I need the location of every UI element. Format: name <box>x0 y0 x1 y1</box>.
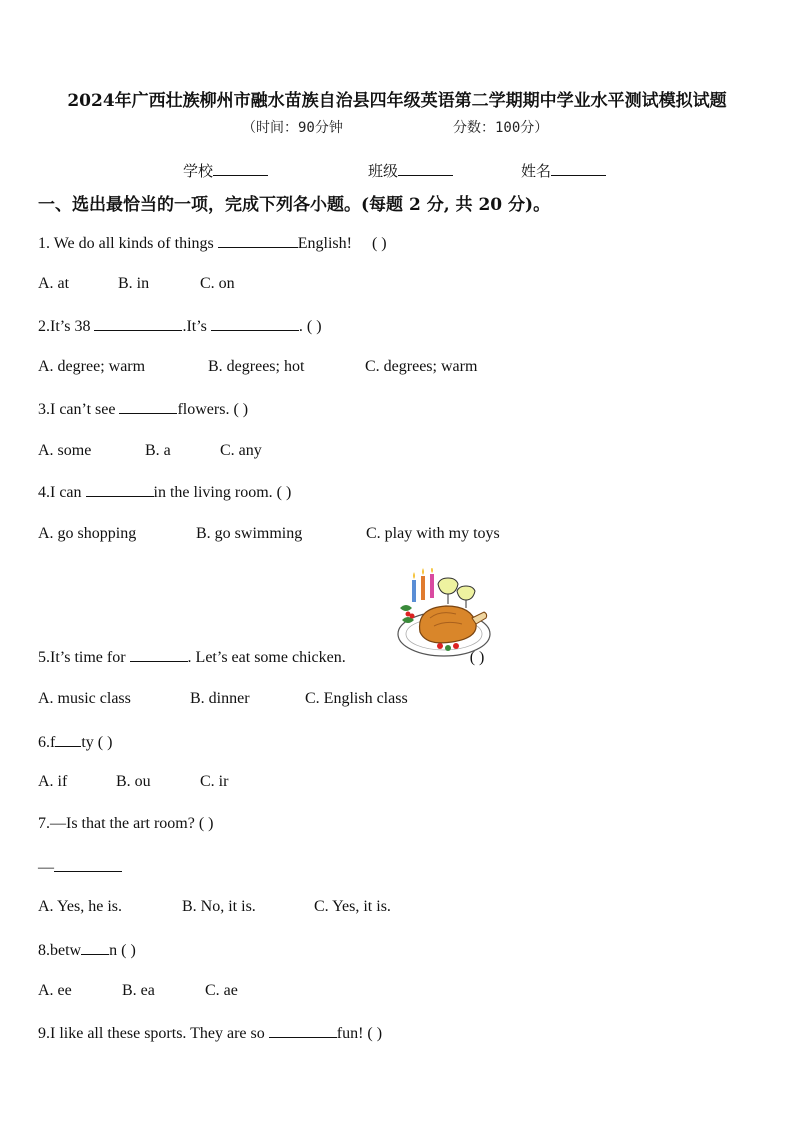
question-text: . Let’s eat some chicken. <box>187 649 346 666</box>
question-text: 3.I can’t see <box>38 401 120 418</box>
answer-blank <box>218 233 298 248</box>
options-1 <box>38 275 235 293</box>
option-a: A. degree; warm <box>38 358 146 375</box>
answer-blank <box>81 940 109 955</box>
answer-7 <box>38 857 122 877</box>
option-c: C. English class <box>305 690 408 707</box>
answer-paren: ( ) <box>121 942 136 959</box>
answer-blank <box>130 647 188 662</box>
school-blank <box>213 161 268 176</box>
question-text: flowers. <box>177 401 230 418</box>
exam-score: 分数：100分） <box>453 120 549 136</box>
answer-blank <box>269 1023 337 1038</box>
option-c: C. on <box>200 275 235 292</box>
option-b: B. ou <box>116 773 151 790</box>
option-b: B. dinner <box>190 690 250 707</box>
options-7 <box>38 898 391 916</box>
option-a: A. at <box>38 275 70 292</box>
class-blank <box>398 161 453 176</box>
question-8 <box>38 940 136 960</box>
option-a: A. if <box>38 773 68 790</box>
answer-blank <box>94 316 182 331</box>
exam-title: 2024年广西壮族柳州市融水苗族自治县四年级英语第二学期期中学业水平测试模拟试题 <box>67 91 727 111</box>
question-text: 7.—Is that the art room? <box>38 815 195 832</box>
question-2 <box>38 316 322 336</box>
question-text: fun! <box>336 1025 364 1042</box>
section-heading: 一、选出最恰当的一项，完成下列各小题。(每题 2 分, 共 20 分)。 <box>38 195 551 215</box>
question-text: 9.I like all these sports. They are so <box>38 1025 269 1042</box>
question-4 <box>38 482 291 502</box>
name-blank <box>551 161 606 176</box>
question-text: 2.It’s 38 <box>38 318 95 335</box>
option-b: B. go swimming <box>196 525 303 542</box>
answer-blank <box>55 732 81 747</box>
question-7 <box>38 815 214 833</box>
question-1 <box>38 233 387 253</box>
school-field <box>183 160 268 181</box>
answer-paren: ( ) <box>97 734 113 751</box>
question-5 <box>38 647 484 667</box>
class-label: 班级 <box>368 162 399 180</box>
option-c: C. ir <box>200 773 229 790</box>
answer-blank <box>54 857 122 872</box>
question-text: .It’s <box>182 318 211 335</box>
question-text: n <box>109 942 118 959</box>
answer-paren: ( ) <box>233 401 249 418</box>
question-text: 8.betw <box>38 942 82 959</box>
name-field <box>521 160 606 181</box>
option-a: A. go shopping <box>38 525 137 542</box>
name-label: 姓名 <box>521 162 552 180</box>
question-9 <box>38 1023 382 1043</box>
option-b: B. ea <box>122 982 155 999</box>
option-c: C. any <box>220 442 262 459</box>
answer-paren: ( ) <box>469 649 485 666</box>
option-c: C. Yes, it is. <box>314 898 391 915</box>
question-text: 5.It’s time for <box>38 649 130 666</box>
answer-blank <box>86 482 154 497</box>
candles-icon <box>412 568 434 602</box>
class-field <box>368 160 453 181</box>
answer-paren: ( ) <box>306 318 322 335</box>
options-8 <box>38 982 238 1000</box>
question-6 <box>38 732 112 752</box>
exam-time: （时间：90分钟 <box>242 120 343 136</box>
question-text: 6.f <box>38 734 56 751</box>
holly-icon <box>400 605 415 623</box>
options-3 <box>38 442 262 460</box>
question-text: 4.I can <box>38 484 86 501</box>
answer-paren: ( ) <box>198 815 214 832</box>
option-a: A. music class <box>38 690 131 707</box>
option-a: A. some <box>38 442 92 459</box>
school-label: 学校 <box>183 162 214 180</box>
answer-blank <box>119 399 177 414</box>
wine-glass-icon <box>438 578 475 608</box>
question-text: English! <box>297 235 352 252</box>
question-text: ty <box>81 734 94 751</box>
option-a: A. Yes, he is. <box>38 898 123 915</box>
question-3 <box>38 399 248 419</box>
question-text: 1. We do all kinds of things <box>38 235 218 252</box>
answer-paren: ( ) <box>276 484 292 501</box>
answer-blank <box>211 316 299 331</box>
options-4 <box>38 525 500 543</box>
option-b: B. No, it is. <box>182 898 256 915</box>
option-a: A. ee <box>38 982 72 999</box>
answer-paren: ( ) <box>367 1025 383 1042</box>
option-c: C. degrees; warm <box>365 358 478 375</box>
option-b: B. in <box>118 275 150 292</box>
options-6 <box>38 773 228 791</box>
dash: — <box>38 859 54 876</box>
options-2 <box>38 358 477 376</box>
option-b: B. a <box>145 442 171 459</box>
option-b: B. degrees; hot <box>208 358 305 375</box>
options-5 <box>38 690 408 708</box>
option-c: C. ae <box>205 982 238 999</box>
question-text: in the living room. <box>153 484 273 501</box>
question-text: . <box>298 318 303 335</box>
option-c: C. play with my toys <box>366 525 500 542</box>
answer-paren: ( ) <box>371 235 387 252</box>
